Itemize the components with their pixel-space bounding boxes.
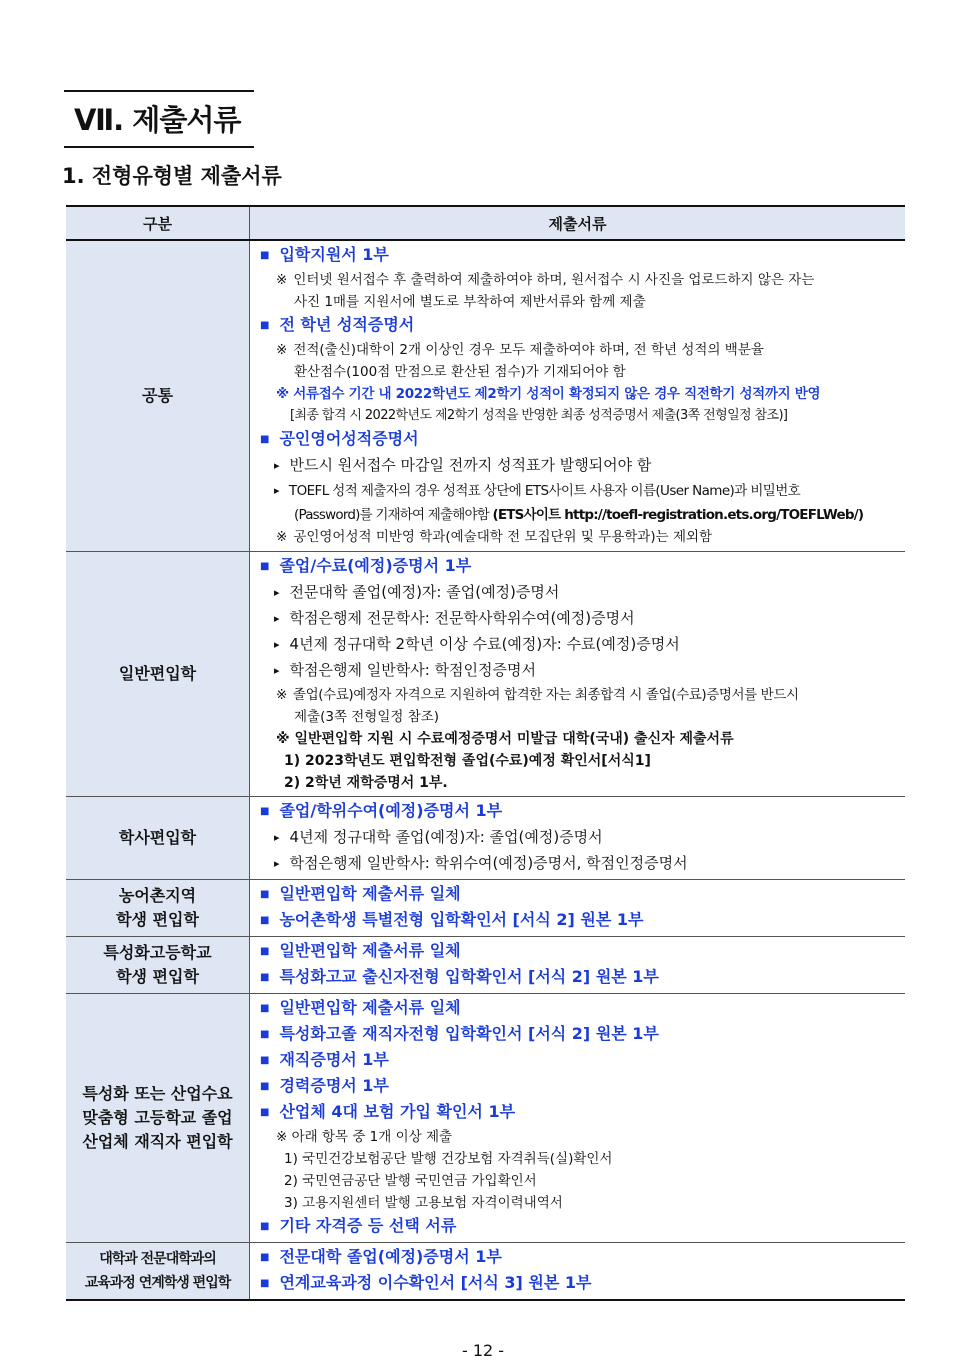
row-label-linked: 대학과 전문대학과의 교육과정 연계학생 편입학 [66,1242,250,1300]
row-docs-bachelor [250,796,906,879]
arrow-continuation: (Password)를 기재하여 제출해야함 (ETS사이트 http://toefl-registration.ets.org/TOEFLWeb/) [294,507,864,524]
page-number: - 12 - [461,1341,505,1360]
doc-item: ■ 공인영어성적증명서 [260,427,899,453]
row-label-general: 일반편입학 [66,551,250,796]
doc-item: ■ 특성화고졸 재직자전형 입학확인서 [서식 2] 원본 1부 [260,1022,899,1048]
note-continuation: 제출(3쪽 전형일정 참조) [294,708,440,725]
chapter-title: Ⅶ. 제출서류 [74,103,241,137]
table-row-rural [66,879,905,936]
table-row-linked [66,1242,905,1300]
doc-item: ■ 경력증명서 1부 [260,1074,899,1100]
arrow-item: ▸ 4년제 정규대학 2학년 이상 수료(예정)자: 수료(예정)증명서 [260,632,899,658]
arrow-item: ▸ 학점은행제 전문학사: 전문학사학위수여(예정)증명서 [260,606,899,632]
documents-table [66,205,905,1301]
table-row-bachelor [66,796,905,879]
table-row-general [66,551,905,796]
table-header-row [66,206,905,240]
doc-item: ■ 특성화고교 출신자전형 입학확인서 [서식 2] 원본 1부 [260,965,899,991]
doc-item: ■ 일반편입학 제출서류 일체 [260,996,899,1022]
doc-item: ■ 기타 자격증 등 선택 서류 [260,1214,899,1240]
note-bold-sub: 2) 2학년 재학증명서 1부. [284,774,448,791]
table-row-common [66,240,905,551]
chapter-title-box [64,90,254,148]
doc-item: ■ 산업체 4대 보험 가입 확인서 1부 [260,1100,899,1126]
section-title: 1. 전형유형별 제출서류 [62,164,282,188]
note-text: ※ 인터넷 원서접수 후 출력하여 제출하여야 하며, 원서접수 시 사진을 업로드하지 않은 자는 [276,272,815,289]
doc-item: ■ 졸업/학위수여(예정)증명서 1부 [260,799,899,825]
table-row-industry [66,993,905,1242]
doc-item: ■ 일반편입학 제출서류 일체 [260,939,899,965]
header-category: 구분 [66,206,250,240]
row-label-common: 공통 [66,240,250,551]
arrow-item: ▸ TOEFL 성적 제출자의 경우 성적표 상단에 ETS사이트 사용자 이름(User Name)과 비밀번호 [260,479,899,504]
note-sub: 1) 국민건강보험공단 발행 건강보험 자격취득(실)확인서 [284,1150,613,1167]
arrow-item: ▸ 반드시 원서접수 마감일 전까지 성적표가 발행되어야 함 [260,453,899,479]
row-label-vocational: 특성화고등학교 학생 편입학 [66,936,250,993]
arrow-item: ▸ 4년제 정규대학 졸업(예정)자: 졸업(예정)증명서 [260,825,899,851]
doc-item: ■ 일반편입학 제출서류 일체 [260,882,899,908]
note-text: ※ 졸업(수료)예정자 자격으로 지원하여 합격한 자는 최종합격 시 졸업(수료)증명서를 반드시 [276,686,799,703]
row-label-bachelor: 학사편입학 [66,796,250,879]
row-label-rural: 농어촌지역 학생 편입학 [66,879,250,936]
doc-item: ■ 농어촌학생 특별전형 입학확인서 [서식 2] 원본 1부 [260,908,899,934]
row-docs-vocational [250,936,906,993]
row-docs-industry [250,993,906,1242]
note-bold-sub: 1) 2023학년도 편입학전형 졸업(수료)예정 확인서[서식1] [284,752,651,769]
note-text: ※ 전적(출신)대학이 2개 이상인 경우 모두 제출하여야 하며, 전 학년 성적의 백분율 [276,342,764,359]
arrow-item: ▸ 학점은행제 일반학사: 학위수여(예정)증명서, 학점인정증명서 [260,851,899,877]
note-bold: ※ 일반편입학 지원 시 수료예정증명서 미발급 대학(국내) 출신자 제출서류 [276,730,734,747]
arrow-item: ▸ 전문대학 졸업(예정)자: 졸업(예정)증명서 [260,580,899,606]
doc-item: ■ 전 학년 성적증명서 [260,313,899,339]
note-text: ※ 공인영어성적 미반영 학과(예술대학 전 모집단위 및 무용학과)는 제외함 [276,529,713,546]
doc-item: ■ 전문대학 졸업(예정)증명서 1부 [260,1245,899,1271]
note-continuation: [최종 합격 시 2022학년도 제2학기 성적을 반영한 최종 성적증명서 제출(3쪽 전형일정 참조)] [290,408,788,424]
doc-item: ■ 졸업/수료(예정)증명서 1부 [260,554,899,580]
note-highlight: ※ 서류접수 기간 내 2022학년도 제2학기 성적이 확정되지 않은 경우 직전학기 성적까지 반영 [276,386,821,403]
doc-item: ■ 연계교육과정 이수확인서 [서식 3] 원본 1부 [260,1271,899,1297]
row-docs-common [250,240,906,551]
note-sub: 3) 고용지원센터 발행 고용보험 자격이력내역서 [284,1194,563,1211]
note-text: ※ 아래 항목 중 1개 이상 제출 [276,1128,453,1145]
note-sub: 2) 국민연금공단 발행 국민연금 가입확인서 [284,1172,537,1189]
header-documents: 제출서류 [250,206,906,240]
row-label-industry: 특성화 또는 산업수요 맞춤형 고등학교 졸업 산업체 재직자 편입학 [66,993,250,1242]
note-continuation: 환산점수(100점 만점으로 환산된 점수)가 기재되어야 함 [294,364,626,381]
table-row-vocational [66,936,905,993]
row-docs-linked [250,1242,906,1300]
note-continuation: 사진 1매를 지원서에 별도로 부착하여 제반서류와 함께 제출 [294,294,646,311]
doc-item: ■ 재직증명서 1부 [260,1048,899,1074]
row-docs-rural [250,879,906,936]
doc-item: ■ 입학지원서 1부 [260,243,899,269]
arrow-item: ▸ 학점은행제 일반학사: 학점인정증명서 [260,658,899,684]
row-docs-general [250,551,906,796]
